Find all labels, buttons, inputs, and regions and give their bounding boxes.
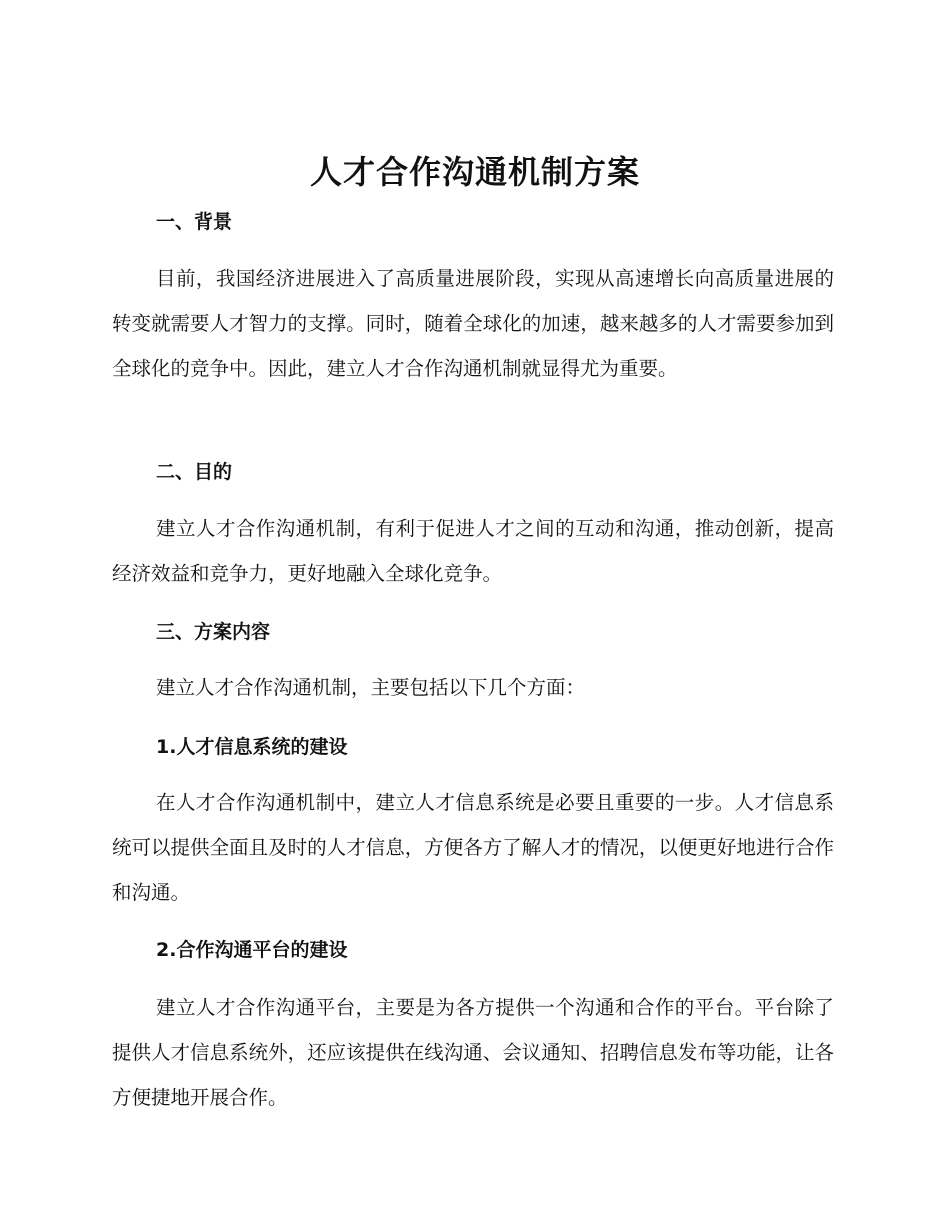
- section-paragraph-purpose: 建立人才合作沟通机制，有利于促进人才之间的互动和沟通，推动创新，提高经济效益和竞争力，更好地融入全球化竞争。: [112, 517, 834, 585]
- subsection-paragraph-talent-info-system: 在人才合作沟通机制中，建立人才信息系统是必要且重要的一步。人才信息系统可以提供全面且及时的人才信息，方便各方了解人才的情况，以便更好地进行合作和沟通。: [112, 791, 834, 904]
- section-paragraph-plan: 建立人才合作沟通机制，主要包括以下几个方面：: [156, 676, 586, 699]
- section-heading-plan: 三、方案内容: [156, 621, 271, 643]
- section-paragraph-background: 目前，我国经济进展进入了高质量进展阶段，实现从高速增长向高质量进展的转变就需要人才智力的支撑。同时，随着全球化的加速，越来越多的人才需要参加到全球化的竞争中。因此，建立人才合作沟通机制就显得尤为重要。: [112, 267, 834, 380]
- section-heading-background: 一、背景: [156, 211, 233, 233]
- subsection-heading-cooperation-platform: 2.合作沟通平台的建设: [156, 939, 348, 961]
- section-heading-purpose: 二、目的: [156, 461, 233, 483]
- subsection-heading-talent-info-system: 1.人才信息系统的建设: [156, 736, 348, 758]
- document-title: 人才合作沟通机制方案: [309, 153, 640, 191]
- subsection-paragraph-cooperation-platform: 建立人才合作沟通平台，主要是为各方提供一个沟通和合作的平台。平台除了提供人才信息系统外，还应该提供在线沟通、会议通知、招聘信息发布等功能，让各方便捷地开展合作。: [112, 996, 834, 1109]
